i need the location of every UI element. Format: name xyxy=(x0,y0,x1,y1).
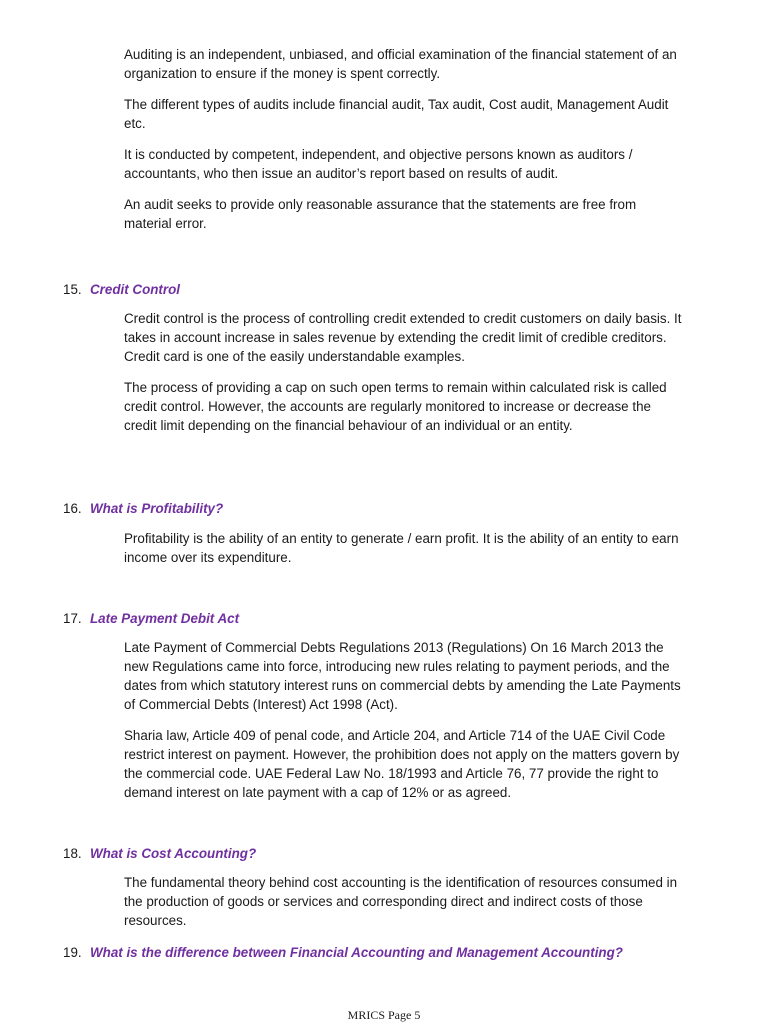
section-body-18 xyxy=(124,873,684,930)
section-paragraph: Late Payment of Commercial Debts Regulations 2013 (Regulations) On 16 March 2013 the new Regulations came into force, introducing new rules relating to payment periods, and the dates from which statutory interest runs on commercial debts by amending the Late Payments of Commercial Debts (Interest) Act 1998 (Act). xyxy=(124,640,681,712)
section-paragraph: Profitability is the ability of an entity to generate / earn profit. It is the ability of an entity to earn income over its expenditure. xyxy=(124,531,679,565)
section-title: What is the difference between Financial Accounting and Management Accounting? xyxy=(90,945,623,960)
section-body-15 xyxy=(124,309,684,435)
page-footer: MRICS Page 5 xyxy=(347,1008,421,1022)
section-paragraph: Sharia law, Article 409 of penal code, and Article 204, and Article 714 of the UAE Civil Code restrict interest on payment. However, the prohibition does not apply on the matters govern by the commercial code. UAE Federal Law No. 18/1993 and Article 76, 77 provide the right to demand interest on late payment with a cap of 12% or as agreed. xyxy=(124,728,680,800)
section-number: 19. xyxy=(63,945,82,960)
section-heading-19 xyxy=(63,943,623,962)
intro-paragraph: Auditing is an independent, unbiased, and official examination of the financial statement of an organization to ensure if the money is spent correctly. xyxy=(124,47,677,81)
section-heading-16 xyxy=(63,499,223,518)
section-body-16 xyxy=(124,529,684,567)
section-title: Late Payment Debit Act xyxy=(90,611,240,626)
section-title: Credit Control xyxy=(90,282,181,297)
section-heading-15 xyxy=(63,280,180,299)
intro-paragraph: The different types of audits include financial audit, Tax audit, Cost audit, Management Audit etc. xyxy=(124,97,669,131)
section-heading-18 xyxy=(63,844,256,863)
section-paragraph: The process of providing a cap on such open terms to remain within calculated risk is called credit control. However, the accounts are regularly monitored to increase or decrease the credit limit depending on the financial behaviour of an individual or an entity. xyxy=(124,380,667,433)
section-number: 17. xyxy=(63,611,82,626)
section-number: 18. xyxy=(63,846,82,861)
section-body-17 xyxy=(124,638,684,802)
section-title: What is Cost Accounting? xyxy=(90,846,257,861)
section-paragraph: Credit control is the process of controlling credit extended to credit customers on daily basis. It takes in account increase in sales revenue by extending the credit limit of credible creditors. Credit card is one of the easily understandable examples. xyxy=(124,311,682,364)
intro-paragraph: It is conducted by competent, independent, and objective persons known as auditors / accountants, who then issue an auditor’s report based on results of audit. xyxy=(124,147,633,181)
intro-paragraph: An audit seeks to provide only reasonable assurance that the statements are free from material error. xyxy=(124,197,637,231)
section-heading-17 xyxy=(63,609,239,628)
section-number: 16. xyxy=(63,501,82,516)
section-number: 15. xyxy=(63,282,82,297)
section-paragraph: The fundamental theory behind cost accounting is the identification of resources consumed in the production of goods or services and corresponding direct and indirect costs of those resources. xyxy=(124,875,678,928)
section-title: What is Profitability? xyxy=(90,501,224,516)
intro-section xyxy=(124,45,684,233)
